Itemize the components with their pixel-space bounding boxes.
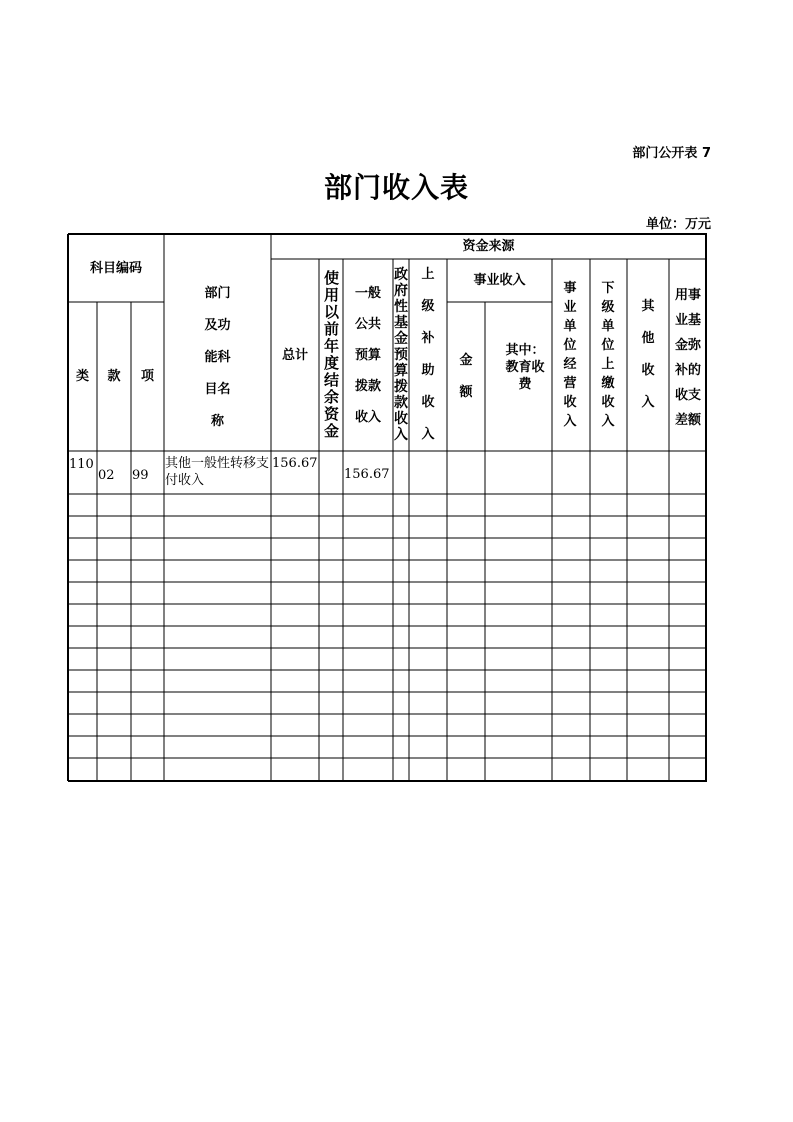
document-code: 部门公开表 7 xyxy=(632,146,711,161)
row-total: 156.67 xyxy=(272,456,318,471)
subordinate-payment-header: 下级单位上缴收入 xyxy=(601,281,615,429)
page-title: 部门收入表 xyxy=(323,171,469,204)
business-edu-header: 其中：教育收费 xyxy=(505,343,545,392)
fund-balance-header: 用事业基金弥补的收支差额 xyxy=(674,288,701,428)
unit-label: 单位：万元 xyxy=(645,217,711,232)
general-budget-header: 一般 公共 预算 拨款 收入 xyxy=(354,285,381,425)
total-header: 总计 xyxy=(281,347,308,363)
prior-year-funds-header: 使用以前年度结余资金 xyxy=(324,269,340,440)
kuan-header: 款 xyxy=(107,369,121,384)
lei-header: 类 xyxy=(75,369,89,384)
subject-code-header: 科目编码 xyxy=(89,260,142,276)
row-kuan: 02 xyxy=(98,468,115,483)
business-amount-header: 金额 xyxy=(459,352,473,400)
fund-source-header: 资金来源 xyxy=(462,239,515,254)
gov-fund-budget-header: 政府性基金预算拨款收入 xyxy=(394,267,408,443)
superior-subsidy-header: 上级补助收入 xyxy=(421,267,435,442)
dept-name-header: 部门 及功 能科 目名 称 xyxy=(204,285,231,429)
row-xiang: 99 xyxy=(132,468,149,483)
row-lei: 110 xyxy=(69,457,94,472)
business-income-header: 事业收入 xyxy=(473,273,526,288)
business-operation-header: 事业单位经营收入 xyxy=(563,281,577,429)
row-general-budget: 156.67 xyxy=(344,467,390,482)
other-income-header: 其他收入 xyxy=(641,299,655,410)
xiang-header: 项 xyxy=(140,369,154,384)
row-name: 其他一般性转移支付收入 xyxy=(165,456,270,488)
